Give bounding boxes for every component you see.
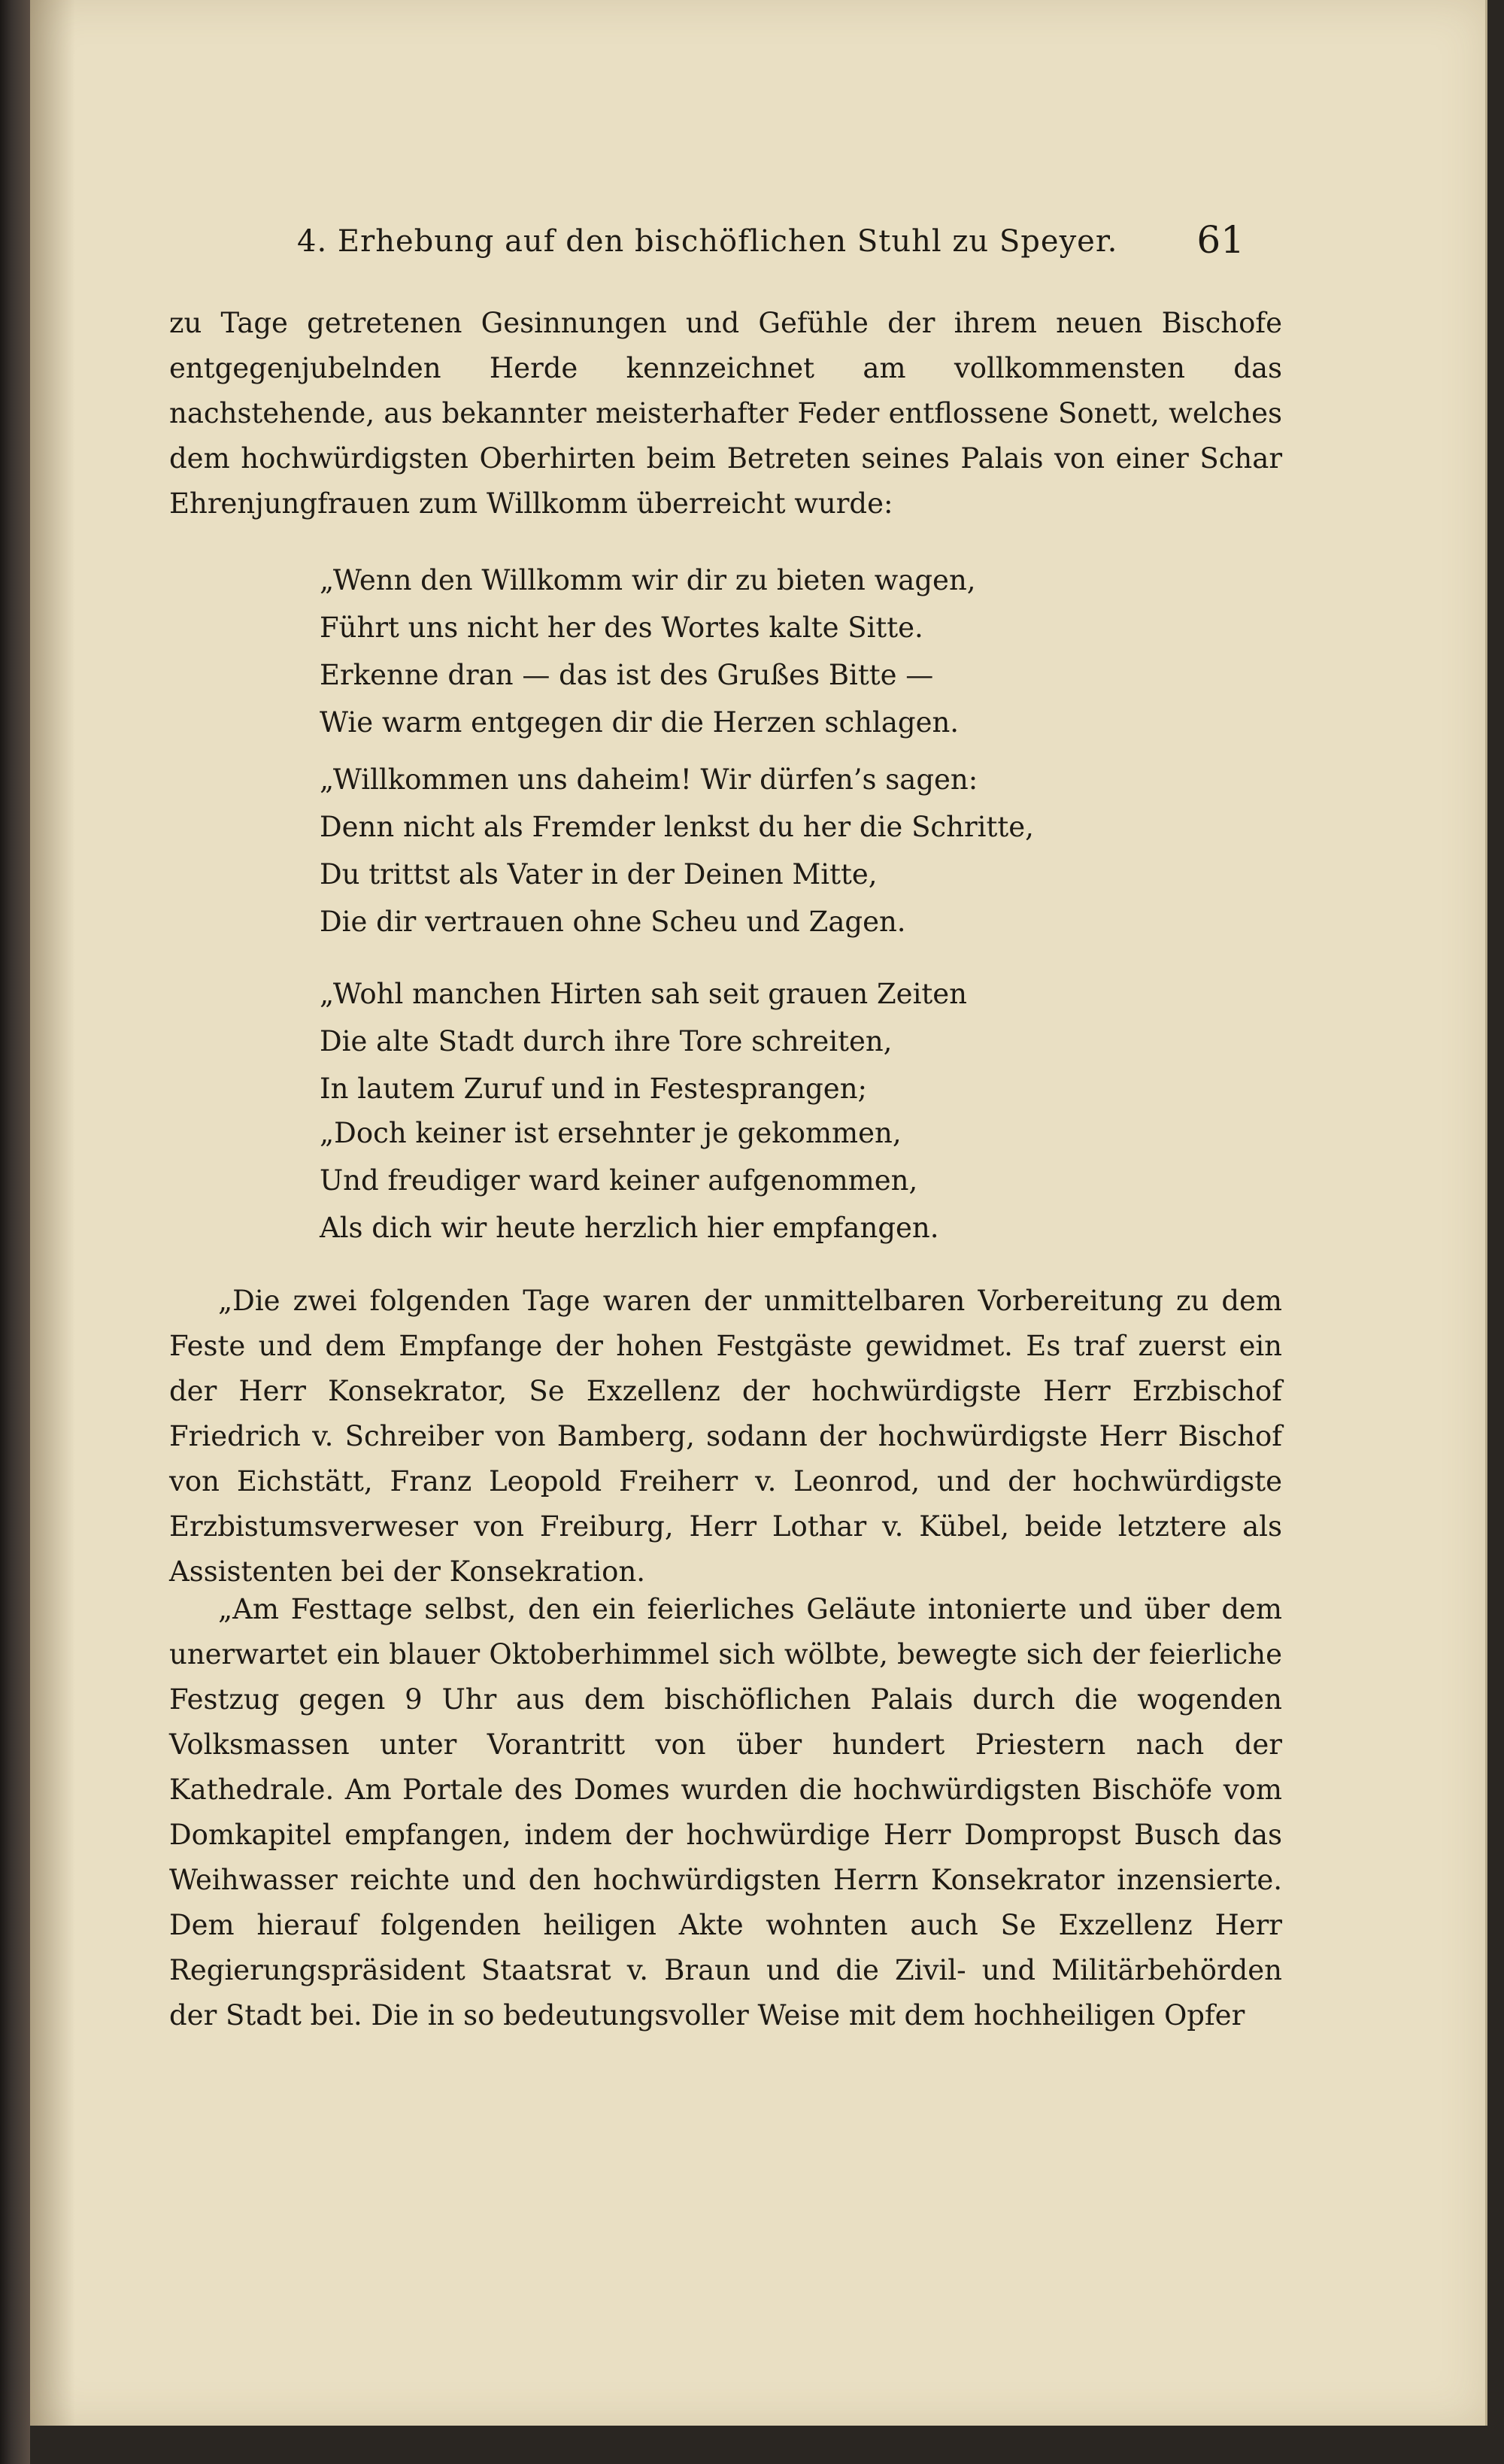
body-text-2: „Am Festtage selbst, den ein feierliches Geläute intonierte und über dem unerwartet ein blauer Oktoberhimmel sich wölbte, bewegte sich der feierliche Festzug gegen 9 Uhr aus dem bischöflichen Palais durch die wogenden Volksmassen unter Vorantritt von über hundert Priestern nach der Kathedrale. Am Portale des Domes wurden die hochwürdigsten Bischöfe vom Domkapitel empfangen, indem der hochwürdige Herr Dompropst Busch das Weihwasser reichte und den hochwürdigsten Herrn Konsekrator inzensierte. Dem hierauf folgenden heiligen Akte wohnten auch Se Exzellenz Herr Regierungspräsident Staatsrat v. Braun und die Zivil- und Militärbehörden der Stadt bei. Die in so bedeutungsvoller Weise mit dem hochheiligen Opfer: [169, 1593, 1282, 2032]
verse-line: Erkenne dran — das ist des Grußes Bitte —: [320, 659, 934, 691]
body-text-1: „Die zwei folgenden Tage waren der unmittelbaren Vorbereitung zu dem Feste und dem Empfange der hohen Festgäste gewidmet. Es traf zuerst ein der Herr Konsekrator, Se Exzellenz der hochwürdigste Herr Erzbischof Friedrich v. Schreiber von Bamberg, sodann der hochwürdigste Herr Bischof von Eichstätt, Franz Leopold Freiherr v. Leonrod, und der hochwürdigste Erzbistumsverweser von Freiburg, Herr Lothar v. Kübel, beide letztere als Assistenten bei der Konsekration.: [169, 1285, 1282, 1588]
verse-line: Du trittst als Vater in der Deinen Mitte,: [320, 858, 878, 891]
sonnet-stanza-4: [320, 1109, 1154, 1252]
verse-line: Denn nicht als Fremder lenkst du her die Schritte,: [320, 811, 1034, 843]
verse-line: Führt uns nicht her des Wortes kalte Sitte.: [320, 611, 923, 644]
body-paragraph-1: [169, 1279, 1282, 1595]
sonnet-stanza-2: [320, 756, 1154, 945]
verse-line: In lautem Zuruf und in Festesprangen;: [320, 1073, 868, 1105]
verse-line: Die dir vertrauen ohne Scheu und Zagen.: [320, 906, 906, 938]
verse-line: Als dich wir heute herzlich hier empfangen.: [320, 1212, 939, 1244]
verse-line: „Wohl manchen Hirten sah seit grauen Zeiten: [320, 978, 967, 1010]
verse-line: „Wenn den Willkomm wir dir zu bieten wagen,: [320, 564, 976, 596]
page-number: 61: [1196, 218, 1245, 262]
verse-line: Wie warm entgegen dir die Herzen schlagen.: [320, 706, 960, 739]
body-paragraph-2: [169, 1587, 1282, 2038]
intro-paragraph: [169, 301, 1282, 526]
intro-text: zu Tage getretenen Gesinnungen und Gefühle der ihrem neuen Bischofe entgegenjubelnden Herde kennzeichnet am vollkommensten das nachstehende, aus bekannter meisterhafter Feder entflossene Sonett, welches dem hochwürdigsten Oberhirten beim Betreten seines Palais von einer Schar Ehrenjungfrauen zum Willkomm überreicht wurde:: [169, 307, 1282, 520]
sonnet-stanza-3: [320, 970, 1154, 1112]
running-head: 4. Erhebung auf den bischöflichen Stuhl zu Speyer.: [297, 224, 1118, 259]
page-header: [297, 218, 1245, 263]
sonnet-stanza-1: [320, 557, 1154, 746]
verse-line: „Willkommen uns daheim! Wir dürfen’s sagen:: [320, 763, 978, 796]
verse-line: „Doch keiner ist ersehnter je gekommen,: [320, 1117, 902, 1149]
book-binding: [0, 0, 30, 2464]
verse-line: Und freudiger ward keiner aufgenommen,: [320, 1164, 918, 1197]
gutter-shadow: [30, 0, 75, 2426]
verse-line: Die alte Stadt durch ihre Tore schreiten,: [320, 1025, 893, 1058]
